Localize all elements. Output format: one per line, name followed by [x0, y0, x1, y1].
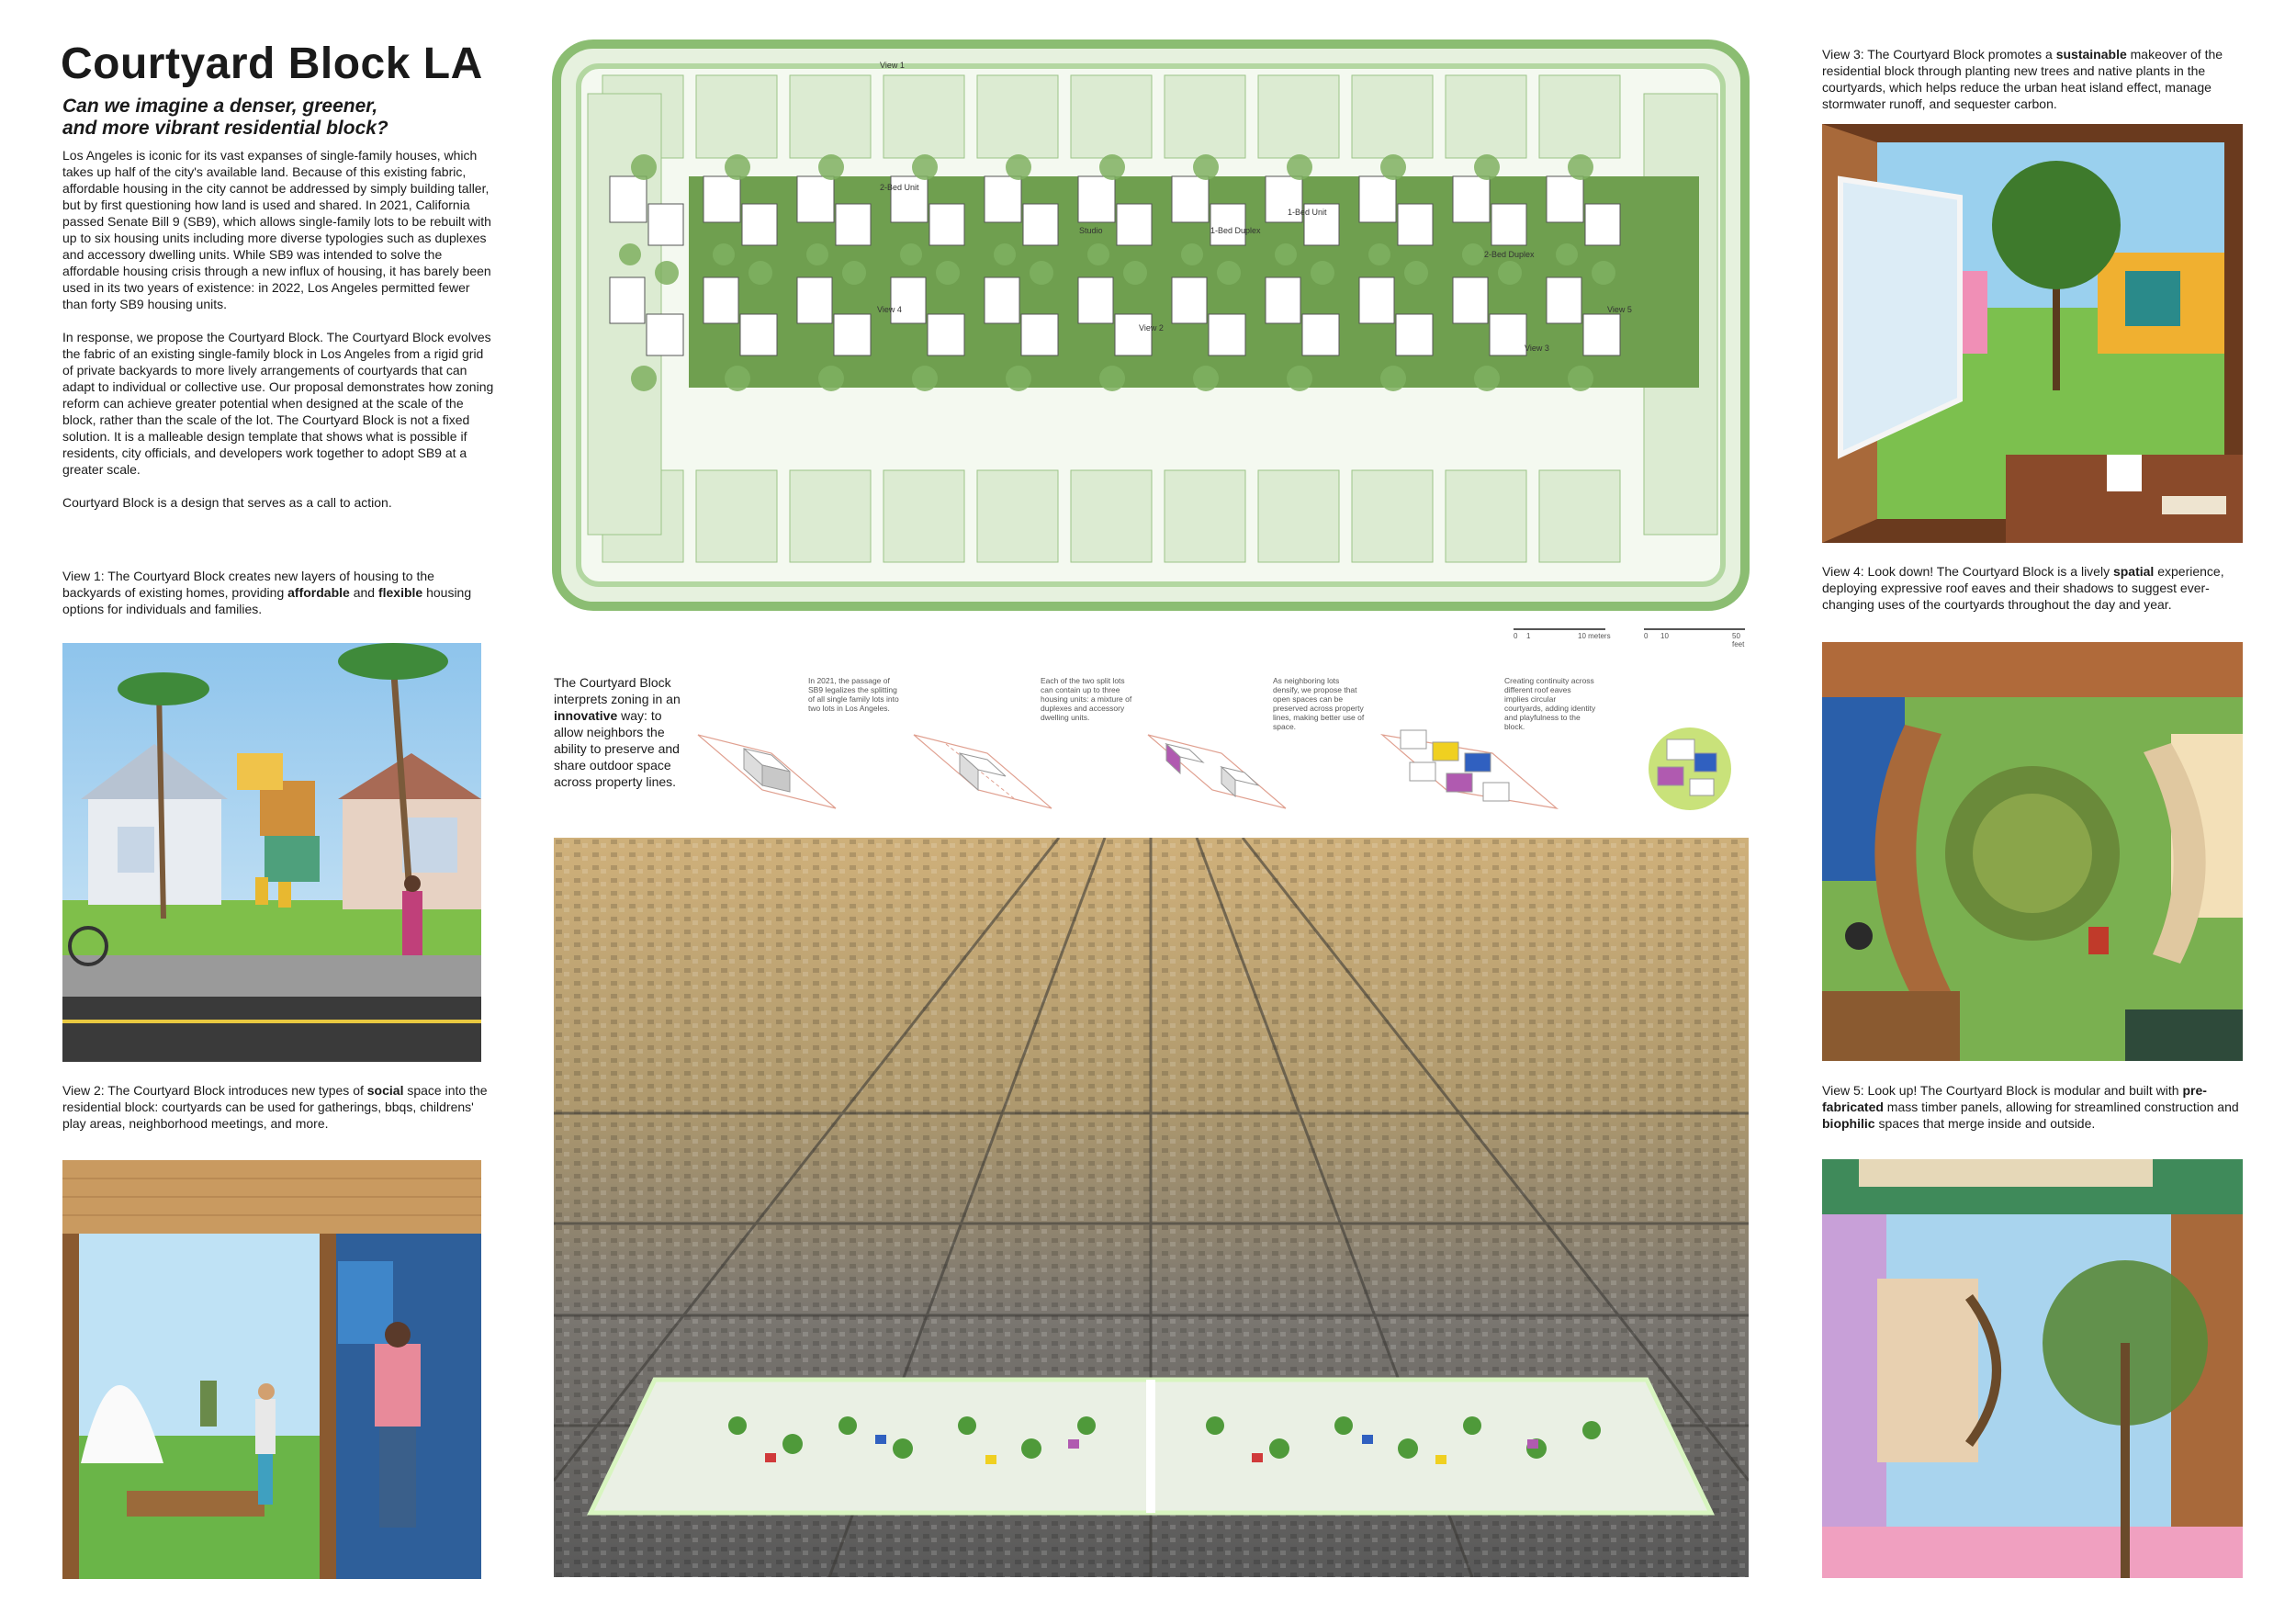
unit-block: [928, 314, 964, 355]
tree: [619, 243, 641, 265]
unit-block: [1453, 176, 1490, 222]
house-north: [977, 75, 1058, 158]
tree: [1498, 261, 1522, 285]
unit-block: [1359, 277, 1394, 323]
tree: [1193, 366, 1219, 391]
unit-block: [1021, 314, 1058, 355]
tree: [1556, 243, 1578, 265]
tree: [1287, 366, 1312, 391]
house-south: [1539, 470, 1620, 562]
tree: [1275, 243, 1297, 265]
unit-block: [1117, 204, 1152, 245]
house-south: [790, 470, 871, 562]
diagram-step-4: [1382, 730, 1557, 808]
house-north: [1352, 75, 1433, 158]
house-north: [1539, 75, 1620, 158]
tree: [631, 154, 657, 180]
label-view-5: View 5: [1607, 305, 1632, 314]
tree: [725, 366, 750, 391]
page-title: Courtyard Block LA: [61, 39, 483, 88]
tree: [1568, 366, 1593, 391]
house-south: [884, 470, 964, 562]
view-4-topdown-render: [1822, 642, 2243, 1061]
tree: [1568, 154, 1593, 180]
tree: [1368, 243, 1390, 265]
tree: [1287, 154, 1312, 180]
zoning-caption: The Courtyard Block interprets zoning in an innovative way: to allow neighbors the ability to preserve and share outdoor space across property lines.: [554, 675, 681, 789]
tree: [631, 366, 657, 391]
tree: [936, 261, 960, 285]
page-subtitle: [62, 96, 494, 140]
unit-block: [742, 204, 777, 245]
diagram-note-1: In 2021, the passage of SB9 legalizes the splitting of all single family lots into two lots in Los Angeles.: [808, 676, 899, 713]
tree: [818, 366, 844, 391]
tree: [1193, 154, 1219, 180]
unit-block: [1172, 176, 1209, 222]
tree: [748, 261, 772, 285]
house-south: [1446, 470, 1526, 562]
unit-block: [985, 277, 1019, 323]
house-north: [1071, 75, 1152, 158]
diagram-step-2: [914, 735, 1052, 808]
tree: [1474, 154, 1500, 180]
diagram-note-2: Each of the two split lots can contain up to three housing units: a mixture of duplexes and accessory dwelling units.: [1041, 676, 1132, 722]
label-view-3: View 3: [1525, 344, 1549, 353]
aerial-view-los-angeles: [554, 838, 1749, 1577]
unit-block: [647, 314, 683, 355]
house-north: [790, 75, 871, 158]
unit-block: [1266, 277, 1300, 323]
tree: [1380, 366, 1406, 391]
unit-block: [797, 176, 834, 222]
unit-block: [1210, 204, 1245, 245]
label-1-bed-duplex: 1-Bed Duplex: [1210, 226, 1261, 235]
tree: [1006, 154, 1031, 180]
label-1-bed-unit: 1-Bed Unit: [1288, 208, 1327, 217]
diagram-note-4: Creating continuity across different roof eaves implies circular courtyards, adding identity and playfulness to the block.: [1504, 676, 1596, 731]
tree: [1087, 243, 1109, 265]
unit-block: [648, 204, 683, 245]
unit-block: [797, 277, 832, 323]
view-5-lookup-render: [1822, 1159, 2243, 1578]
intro-paragraph-3: Courtyard Block is a design that serves as a call to action.: [62, 495, 392, 510]
unit-block: [1547, 176, 1583, 222]
diagram-note-3: As neighboring lots densify, we propose that open spaces can be preserved across property lines, making better use of space.: [1273, 676, 1365, 731]
unit-block: [1172, 277, 1207, 323]
unit-block: [1547, 277, 1581, 323]
unit-block: [1583, 314, 1620, 355]
diagram-step-1: [698, 735, 836, 808]
tree: [1099, 154, 1125, 180]
tree: [1380, 154, 1406, 180]
tree: [1462, 243, 1484, 265]
house-south: [1165, 470, 1245, 562]
view-4-caption: View 4: Look down! The Courtyard Block is a lively spatial experience, deploying expressive roof eaves and their shadows to suggest ever-changing uses of the courtyards throughout the day and year.: [1822, 564, 2224, 612]
site-plan: [551, 39, 1750, 612]
unit-block: [1491, 204, 1526, 245]
unit-block: [929, 204, 964, 245]
subtitle-line-2: and more vibrant residential block?: [62, 118, 388, 139]
tree: [1006, 366, 1031, 391]
unit-block: [1115, 314, 1152, 355]
unit-block: [703, 176, 740, 222]
label-view-4: View 4: [877, 305, 902, 314]
label-2-bed-duplex: 2-Bed Duplex: [1484, 250, 1535, 259]
house-south: [696, 470, 777, 562]
house-south: [1258, 470, 1339, 562]
label-view-2: View 2: [1139, 323, 1164, 333]
diagram-step-3: [1148, 735, 1286, 808]
unit-block: [610, 277, 645, 323]
unit-block: [1302, 314, 1339, 355]
unit-block: [834, 314, 871, 355]
unit-block: [703, 277, 738, 323]
unit-block: [836, 204, 871, 245]
scale-bar-feet: 0 10 50 feet: [1644, 628, 1754, 647]
unit-block: [740, 314, 777, 355]
subtitle-line-1: Can we imagine a denser, greener,: [62, 96, 378, 117]
tree: [1474, 366, 1500, 391]
unit-block: [1078, 277, 1113, 323]
unit-block: [1078, 176, 1115, 222]
tree: [900, 243, 922, 265]
view-1-caption: View 1: The Courtyard Block creates new layers of housing to the backyards of existing homes, providing affordable and flexible housing options for individuals and families.: [62, 569, 472, 616]
tree: [818, 154, 844, 180]
house-north: [696, 75, 777, 158]
tree: [1311, 261, 1334, 285]
intro-paragraph-1: Los Angeles is iconic for its vast expanses of single-family houses, which takes up half of the city's available land. Because of this existing fabric, affordable housing in the city cannot be addressed by simply building taller, but by first questioning how land is used and shared. In 2021, California passed Senate Bill 9 (SB9), which allows single-family lots to be rebuilt with up to six housing units including more diverse typologies such as duplexes and accessory dwelling units. While SB9 was intended to solve the affordable housing crisis through a new influx of housing, it has barely been used in its two years of existence: in 2022, Los Angeles permitted fewer than forty SB9 housing units.: [62, 148, 491, 311]
unit-block: [1023, 204, 1058, 245]
tree: [1217, 261, 1241, 285]
tree: [806, 243, 828, 265]
diagram-step-5: [1649, 727, 1731, 810]
label-view-1: View 1: [880, 61, 905, 70]
unit-block: [891, 277, 926, 323]
tree: [655, 261, 679, 285]
tree: [994, 243, 1016, 265]
house-north: [1165, 75, 1245, 158]
unit-block: [1396, 314, 1433, 355]
tree: [912, 366, 938, 391]
view-5-caption: View 5: Look up! The Courtyard Block is modular and built with pre-fabricated mass timber panels, allowing for streamlined construction and biophilic spaces that merge inside and outside.: [1822, 1083, 2239, 1131]
view-3-window-render: [1822, 124, 2243, 543]
unit-block: [1453, 277, 1488, 323]
house-south: [977, 470, 1058, 562]
intro-paragraph-2: In response, we propose the Courtyard Block. The Courtyard Block evolves the fabric of an existing single-family block in Los Angeles from a rigid grid of private backyards to more lively arrangements of courtyards that can adapt to individual or collective use. Our proposal demonstrates how zoning reform can achieve greater potential when designed at the scale of the block, rather than the scale of the lot. The Courtyard Block is not a fixed solution. It is a malleable design template that shows what is possible if residents, city officials, and developers work together to adopt SB9 at a greater scale.: [62, 330, 494, 477]
scale-bar-meters: 0 1 10 meters: [1514, 628, 1615, 647]
unit-block: [985, 176, 1021, 222]
unit-block: [1490, 314, 1526, 355]
unit-block: [1585, 204, 1620, 245]
tree: [713, 243, 735, 265]
unit-block: [1398, 204, 1433, 245]
tree: [1123, 261, 1147, 285]
tree: [725, 154, 750, 180]
house-north: [1446, 75, 1526, 158]
tree: [1030, 261, 1053, 285]
tree: [1592, 261, 1615, 285]
tree: [1181, 243, 1203, 265]
unit-block: [1359, 176, 1396, 222]
label-2-bed-unit: 2-Bed Unit: [880, 183, 919, 192]
tree: [1099, 366, 1125, 391]
house-north: [884, 75, 964, 158]
view-2-courtyard-render: [62, 1160, 481, 1579]
tree: [842, 261, 866, 285]
house-north: [1258, 75, 1339, 158]
intro-text: [62, 147, 494, 527]
house-south: [1071, 470, 1152, 562]
unit-block: [1209, 314, 1245, 355]
view-2-caption: View 2: The Courtyard Block introduces new types of social space into the residential block: courtyards can be used for gatherings, bbqs, childrens' play areas, neighborhood meetings, and more.: [62, 1083, 488, 1131]
view-1-street-render: [62, 643, 481, 1062]
house-south: [1352, 470, 1433, 562]
tree: [1404, 261, 1428, 285]
tree: [912, 154, 938, 180]
unit-block: [610, 176, 647, 222]
view-3-caption: View 3: The Courtyard Block promotes a sustainable makeover of the residential block through planting new trees and native plants in the courtyards, which helps reduce the urban heat island effect, manage stormwater runoff, and sequester carbon.: [1822, 47, 2223, 111]
zoning-diagram-strip: [689, 716, 1754, 818]
label-studio: Studio: [1079, 226, 1103, 235]
